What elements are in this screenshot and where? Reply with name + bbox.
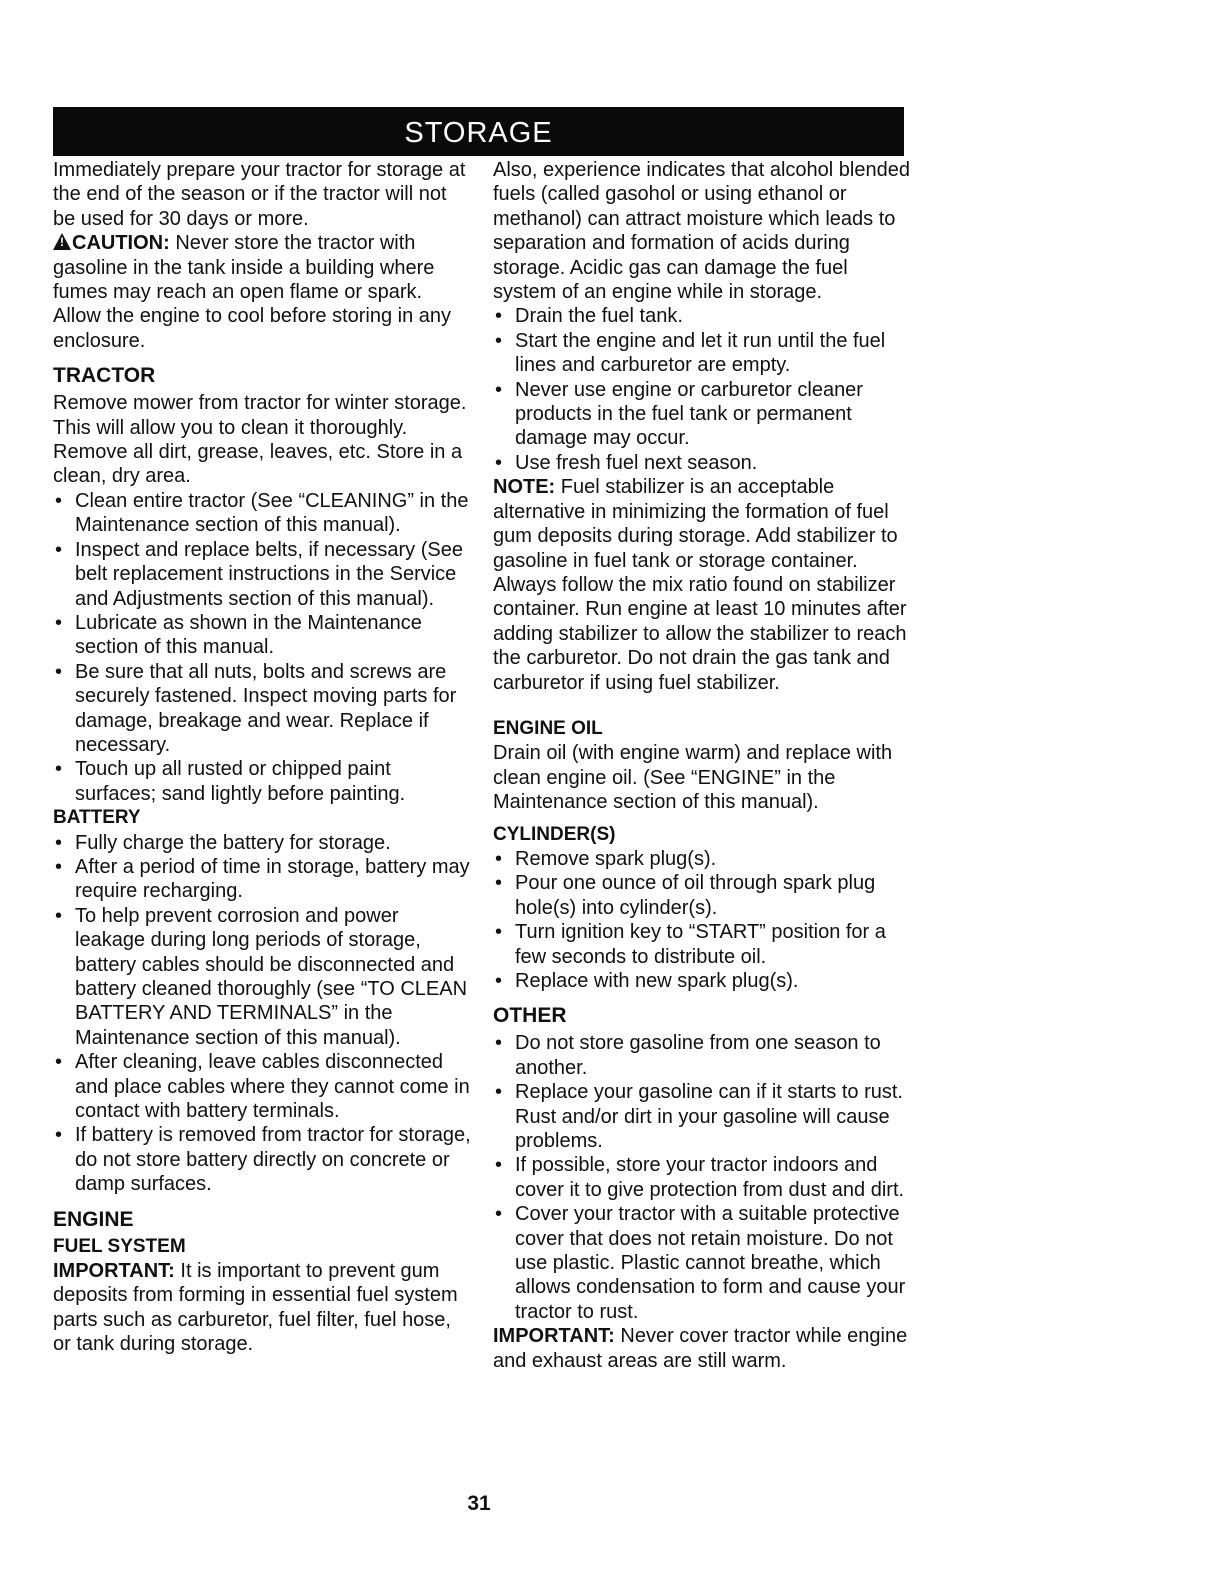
note-paragraph bbox=[493, 475, 913, 695]
tractor-heading: TRACTOR bbox=[53, 364, 156, 388]
engine-oil-heading: ENGINE OIL bbox=[493, 717, 603, 739]
list-item: • After a period of time in storage, battery may require recharging. bbox=[53, 855, 473, 904]
note-text: Fuel stabilizer is an acceptable alternative in minimizing the formation of fuel gum deposits during storage. Add stabilizer to gasoline in fuel tank or storage container. Always follow the mix ratio found on stabilizer container. Run engine at least 10 minutes after adding stabilizer to allow the stabilizer to reach the carburetor. Do not drain the gas tank and carburetor if using fuel stabilizer. bbox=[493, 476, 907, 694]
list-item: • Fully charge the battery for storage. bbox=[53, 831, 473, 855]
other-bullet-list bbox=[493, 1031, 913, 1324]
battery-heading: BATTERY bbox=[53, 807, 141, 829]
fuel-bullet-list bbox=[493, 304, 913, 475]
engine-oil-paragraph: Drain oil (with engine warm) and replace with clean engine oil. (See “ENGINE” in the Maintenance section of this manual). bbox=[493, 742, 893, 814]
list-item: • Be sure that all nuts, bolts and screws are securely fastened. Inspect moving parts for damage, breakage and wear. Replace if necessary. bbox=[53, 660, 473, 758]
list-item: • Clean entire tractor (See “CLEANING” in the Maintenance section of this manual). bbox=[53, 489, 473, 538]
list-item: • To help prevent corrosion and power leakage during long periods of storage, battery cables should be disconnected and battery cleaned thoroughly (see “TO CLEAN BATTERY AND TERMINALS” in the Maintenance section of this manual). bbox=[53, 904, 473, 1050]
caution-text: Never store the tractor with gasoline in the tank inside a building where fumes may reach an open flame or spark. Allow the engine to cool before storing in any enclosure. bbox=[53, 232, 452, 352]
fuel-important-label: IMPORTANT: bbox=[53, 1260, 175, 1283]
left-column bbox=[53, 158, 473, 1357]
important-text: Never cover tractor while engine and exhaust areas are still warm. bbox=[493, 1325, 908, 1372]
list-item: • Drain the fuel tank. bbox=[493, 304, 913, 328]
list-item: • Touch up all rusted or chipped paint surfaces; sand lightly before painting. bbox=[53, 757, 473, 806]
fuel-important-text: It is important to prevent gum deposits from forming in essential fuel system parts such as carburetor, fuel filter, fuel hose, or tank during storage. bbox=[53, 1260, 458, 1356]
list-item: • If possible, store your tractor indoors and cover it to give protection from dust and dirt. bbox=[493, 1153, 913, 1202]
list-item: • Cover your tractor with a suitable protective cover that does not retain moisture. Do not use plastic. Plastic cannot breathe, which allows condensation to form and cause your tractor to rust. bbox=[493, 1202, 913, 1324]
cylinders-bullet-list bbox=[493, 847, 913, 993]
section-title-bar bbox=[53, 107, 904, 156]
list-item: • Lubricate as shown in the Maintenance section of this manual. bbox=[53, 611, 473, 660]
list-item: • Pour one ounce of oil through spark plug hole(s) into cylinder(s). bbox=[493, 871, 913, 920]
note-label: NOTE: bbox=[493, 476, 556, 499]
section-title: STORAGE bbox=[404, 117, 553, 149]
list-item: • Never use engine or carburetor cleaner products in the fuel tank or permanent damage may occur. bbox=[493, 378, 913, 451]
list-item: • If battery is removed from tractor for storage, do not store battery directly on concrete or damp surfaces. bbox=[53, 1123, 473, 1196]
intro-paragraph: Immediately prepare your tractor for storage at the end of the season or if the tractor will not be used for 30 days or more. bbox=[53, 159, 466, 230]
right-column bbox=[493, 158, 913, 1373]
alcohol-fuel-paragraph: Also, experience indicates that alcohol blended fuels (called gasohol or using ethanol or methanol) can attract moisture which leads to separation and formation of acids during storage. Acidic gas can damage the fuel system of an engine while in storage. bbox=[493, 159, 910, 304]
tractor-bullet-list bbox=[53, 489, 473, 806]
list-item: • Turn ignition key to “START” position for a few seconds to distribute oil. bbox=[493, 920, 913, 969]
battery-bullet-list bbox=[53, 831, 473, 1197]
cylinders-heading: CYLINDER(S) bbox=[493, 823, 616, 845]
important-label: IMPORTANT: bbox=[493, 1325, 615, 1348]
list-item: • Inspect and replace belts, if necessary (See belt replacement instructions in the Service and Adjustments section of this manual). bbox=[53, 538, 473, 611]
list-item: • Do not store gasoline from one season to another. bbox=[493, 1031, 913, 1080]
list-item: • Use fresh fuel next season. bbox=[493, 451, 913, 475]
caution-paragraph bbox=[53, 231, 473, 353]
fuel-system-heading: FUEL SYSTEM bbox=[53, 1235, 186, 1257]
list-item: • Remove spark plug(s). bbox=[493, 847, 913, 871]
caution-label: CAUTION: bbox=[72, 232, 170, 255]
fuel-important-paragraph bbox=[53, 1259, 473, 1357]
other-heading: OTHER bbox=[493, 1004, 567, 1028]
page-number: 31 bbox=[467, 1492, 491, 1515]
list-item: • Replace your gasoline can if it starts to rust. Rust and/or dirt in your gasoline will cause problems. bbox=[493, 1080, 913, 1153]
tractor-paragraph: Remove mower from tractor for winter storage. This will allow you to clean it thoroughly. Remove all dirt, grease, leaves, etc. Store in a clean, dry area. bbox=[53, 392, 467, 488]
engine-heading: ENGINE bbox=[53, 1207, 134, 1231]
list-item: • Replace with new spark plug(s). bbox=[493, 969, 913, 993]
warning-triangle-icon bbox=[53, 233, 71, 250]
important-paragraph bbox=[493, 1324, 913, 1373]
list-item: • Start the engine and let it run until the fuel lines and carburetor are empty. bbox=[493, 329, 913, 378]
list-item: • After cleaning, leave cables disconnected and place cables where they cannot come in contact with battery terminals. bbox=[53, 1050, 473, 1123]
